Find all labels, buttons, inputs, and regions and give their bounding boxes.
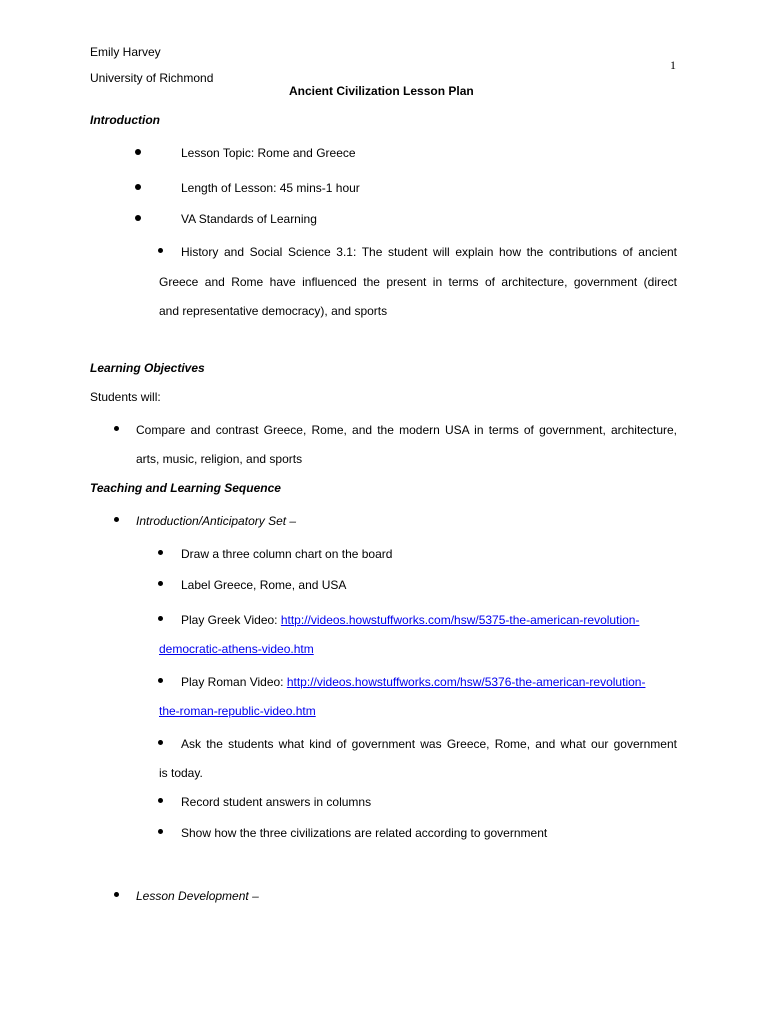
greek-video-link-continued	[159, 642, 314, 656]
bullet-icon	[158, 678, 163, 683]
roman-video-link-part-2[interactable]: the-roman-republic-video.htm	[159, 704, 316, 718]
bullet-icon	[158, 740, 163, 745]
bullet-icon	[114, 892, 119, 897]
greek-video-link-part-2[interactable]: democratic-athens-video.htm	[159, 642, 314, 656]
greek-video-prefix: Play Greek Video:	[181, 613, 281, 627]
step-roman-video	[181, 675, 645, 689]
objectives-heading: Learning Objectives	[90, 361, 205, 375]
standard-line-1: History and Social Science 3.1: The student will explain how the contributions of ancient	[181, 245, 677, 259]
objective-line-2: arts, music, religion, and sports	[136, 452, 303, 466]
intro-item-topic: Lesson Topic: Rome and Greece	[181, 146, 356, 160]
bullet-icon	[158, 798, 163, 803]
step-record-answers: Record student answers in columns	[181, 795, 372, 809]
step-label-columns: Label Greece, Rome, and USA	[181, 578, 347, 592]
step-show-relation: Show how the three civilizations are related according to government	[181, 826, 548, 840]
roman-video-link-continued	[159, 704, 316, 718]
standard-line-3: and representative democracy), and sports	[159, 304, 388, 318]
lesson-development-label: Lesson Development –	[136, 889, 259, 903]
roman-video-prefix: Play Roman Video:	[181, 675, 287, 689]
objectives-lead: Students will:	[90, 390, 161, 404]
bullet-icon	[135, 149, 141, 155]
intro-anticipatory-label: Introduction/Anticipatory Set –	[136, 514, 297, 528]
step-greek-video	[181, 613, 639, 627]
author-name: Emily Harvey	[90, 45, 161, 59]
bullet-icon	[158, 550, 163, 555]
standard-line-2: Greece and Rome have influenced the present in terms of architecture, government (direct	[159, 275, 677, 289]
sequence-heading: Teaching and Learning Sequence	[90, 481, 281, 495]
bullet-icon	[158, 616, 163, 621]
step-ask-line-2: is today.	[159, 766, 203, 780]
bullet-icon	[158, 248, 163, 253]
bullet-icon	[158, 829, 163, 834]
step-ask-line-1: Ask the students what kind of government was Greece, Rome, and what our government	[181, 737, 677, 751]
step-draw-chart: Draw a three column chart on the board	[181, 547, 393, 561]
intro-item-standards: VA Standards of Learning	[181, 212, 317, 226]
page-number: 1	[670, 58, 676, 72]
institution-name: University of Richmond	[90, 71, 214, 85]
bullet-icon	[135, 215, 141, 221]
introduction-heading: Introduction	[90, 113, 160, 127]
document-title: Ancient Civilization Lesson Plan	[289, 84, 474, 98]
bullet-icon	[158, 581, 163, 586]
bullet-icon	[135, 184, 141, 190]
roman-video-link[interactable]: http://videos.howstuffworks.com/hsw/5376-the-american-revolution-	[286, 675, 646, 689]
greek-video-link[interactable]: http://videos.howstuffworks.com/hsw/5375-the-american-revolution-	[280, 613, 640, 627]
objective-line-1: Compare and contrast Greece, Rome, and the modern USA in terms of government, architecture,	[136, 423, 677, 437]
bullet-icon	[114, 517, 119, 522]
intro-item-length: Length of Lesson: 45 mins-1 hour	[181, 181, 360, 195]
bullet-icon	[114, 426, 119, 431]
